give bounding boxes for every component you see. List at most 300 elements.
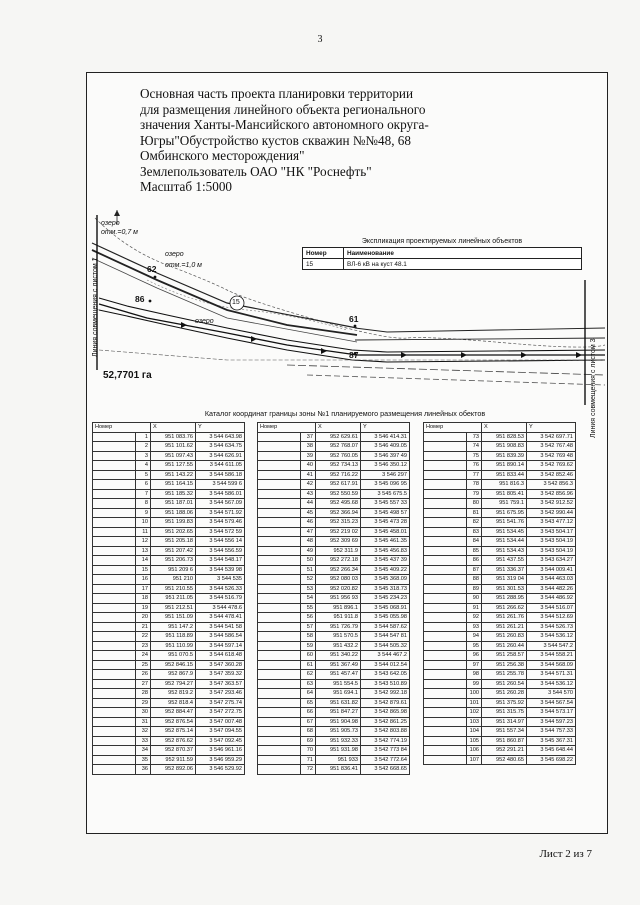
blank-cell bbox=[93, 518, 136, 528]
blank-cell bbox=[424, 480, 467, 490]
y-coordinate-cell: 3 544 012.54 bbox=[361, 660, 410, 670]
blank-cell bbox=[424, 575, 467, 585]
table-row bbox=[93, 537, 245, 547]
table-row bbox=[424, 537, 576, 547]
table-row bbox=[93, 755, 245, 765]
blank-cell bbox=[258, 527, 301, 537]
point-number-cell: 91 bbox=[467, 603, 482, 613]
lake-label: озеро bbox=[101, 220, 120, 227]
point-number-cell: 69 bbox=[301, 736, 316, 746]
table-row bbox=[93, 708, 245, 718]
blank-cell bbox=[424, 689, 467, 699]
point-number-cell: 16 bbox=[136, 575, 151, 585]
x-coordinate-cell: 952 818.4 bbox=[151, 698, 196, 708]
point-number-cell: 106 bbox=[467, 746, 482, 756]
point-number-cell: 4 bbox=[136, 461, 151, 471]
point-number-cell: 66 bbox=[301, 708, 316, 718]
y-coordinate-cell: 3 544 541 58 bbox=[196, 622, 245, 632]
table-row bbox=[424, 461, 576, 471]
x-coordinate-cell: 951 833.44 bbox=[482, 470, 527, 480]
blank-cell bbox=[258, 755, 301, 765]
blank-cell bbox=[258, 736, 301, 746]
x-coordinate-cell: 951 211.05 bbox=[151, 594, 196, 604]
table-row bbox=[424, 660, 576, 670]
blank-cell bbox=[93, 594, 136, 604]
x-coordinate-cell: 952 876.62 bbox=[151, 736, 196, 746]
point-number-cell: 45 bbox=[301, 508, 316, 518]
blank-cell bbox=[424, 518, 467, 528]
x-coordinate-cell: 951 437.55 bbox=[482, 556, 527, 566]
x-coordinate-cell: 952 480.65 bbox=[482, 755, 527, 765]
y-coordinate-cell: 3 544 757.33 bbox=[527, 727, 576, 737]
y-coordinate-cell: 3 547 360.28 bbox=[196, 660, 245, 670]
table-row bbox=[258, 689, 410, 699]
y-coordinate-cell: 3 546 529.92 bbox=[196, 765, 245, 775]
point-number-cell: 64 bbox=[301, 689, 316, 699]
table-row bbox=[93, 499, 245, 509]
x-coordinate-cell: 951 210 bbox=[151, 575, 196, 585]
y-coordinate-cell: 3 544 573.17 bbox=[527, 708, 576, 718]
blank-cell bbox=[258, 432, 301, 442]
x-coordinate-cell: 952 080 03 bbox=[316, 575, 361, 585]
table-row bbox=[93, 584, 245, 594]
blank-cell bbox=[93, 755, 136, 765]
point-number-cell: 29 bbox=[136, 698, 151, 708]
table-row bbox=[93, 442, 245, 452]
table-row bbox=[424, 622, 576, 632]
blank-cell bbox=[93, 727, 136, 737]
y-coordinate-cell: 3 542 852.46 bbox=[527, 470, 576, 480]
blank-cell bbox=[93, 660, 136, 670]
blank-cell bbox=[93, 632, 136, 642]
table-row bbox=[424, 613, 576, 623]
document-title bbox=[140, 86, 470, 195]
y-coordinate-cell: 3 546 297 bbox=[361, 470, 410, 480]
x-coordinate-cell: 951 847.27 bbox=[316, 708, 361, 718]
x-coordinate-cell: 951 206.73 bbox=[151, 556, 196, 566]
blank-cell bbox=[424, 632, 467, 642]
cell-name: ВЛ-6 кВ на куст 48.1 bbox=[344, 259, 582, 270]
point-number-cell: 46 bbox=[301, 518, 316, 528]
point-number-cell: 50 bbox=[301, 556, 316, 566]
blank-cell bbox=[93, 746, 136, 756]
point-number-cell: 62 bbox=[301, 670, 316, 680]
table-row bbox=[424, 708, 576, 718]
point-number-cell: 92 bbox=[467, 613, 482, 623]
x-coordinate-cell: 951 932.33 bbox=[316, 736, 361, 746]
table-row bbox=[424, 451, 576, 461]
x-coordinate-cell: 952 291.21 bbox=[482, 746, 527, 756]
blank-cell bbox=[424, 546, 467, 556]
table-row bbox=[424, 641, 576, 651]
point-number-cell: 42 bbox=[301, 480, 316, 490]
blank-cell bbox=[424, 670, 467, 680]
table-row bbox=[258, 622, 410, 632]
table-row bbox=[258, 651, 410, 661]
x-coordinate-cell: 951 432.2 bbox=[316, 641, 361, 651]
table-row bbox=[93, 736, 245, 746]
y-coordinate-cell: 3 545 409.22 bbox=[361, 565, 410, 575]
x-coordinate-cell: 951 260.83 bbox=[482, 632, 527, 642]
table-row bbox=[258, 746, 410, 756]
point-number-cell: 44 bbox=[301, 499, 316, 509]
blank-cell bbox=[424, 470, 467, 480]
blank-cell bbox=[93, 537, 136, 547]
y-coordinate-cell: 3 547 272.75 bbox=[196, 708, 245, 718]
y-coordinate-cell: 3 542 912.52 bbox=[527, 499, 576, 509]
table-row bbox=[424, 508, 576, 518]
blank-cell bbox=[424, 755, 467, 765]
y-coordinate-cell: 3 543 510.89 bbox=[361, 679, 410, 689]
x-coordinate-cell: 951 301.53 bbox=[482, 584, 527, 594]
x-coordinate-cell: 952 884.47 bbox=[151, 708, 196, 718]
y-coordinate-cell: 3 545 437 39 bbox=[361, 556, 410, 566]
y-coordinate-cell: 3 544 535 bbox=[196, 575, 245, 585]
x-coordinate-cell: 951 101.62 bbox=[151, 442, 196, 452]
table-row bbox=[258, 499, 410, 509]
point-number-cell: 87 bbox=[467, 565, 482, 575]
table-row bbox=[424, 698, 576, 708]
blank-cell bbox=[258, 698, 301, 708]
x-coordinate-cell: 951 261.76 bbox=[482, 613, 527, 623]
y-coordinate-cell: 3 545 318.73 bbox=[361, 584, 410, 594]
table-row bbox=[424, 755, 576, 765]
lake-label: озеро bbox=[195, 318, 214, 325]
x-coordinate-cell: 951 260.44 bbox=[482, 641, 527, 651]
point-number-cell: 30 bbox=[136, 708, 151, 718]
table-row bbox=[93, 461, 245, 471]
table-header-row bbox=[93, 423, 245, 433]
title-line: Основная часть проекта планировки территории bbox=[140, 86, 414, 101]
table-row bbox=[424, 518, 576, 528]
y-coordinate-cell: 3 543 634.27 bbox=[527, 556, 576, 566]
lake-level-label: отм.=1,0 м bbox=[165, 262, 202, 269]
point-number-cell: 23 bbox=[136, 641, 151, 651]
y-coordinate-cell: 3 542 774.19 bbox=[361, 736, 410, 746]
blank-cell bbox=[258, 670, 301, 680]
point-number-cell: 84 bbox=[467, 537, 482, 547]
y-coordinate-cell: 3 544 556.59 bbox=[196, 546, 245, 556]
x-coordinate-cell: 952 876.54 bbox=[151, 717, 196, 727]
blank-cell bbox=[424, 537, 467, 547]
point-number-cell: 67 bbox=[301, 717, 316, 727]
point-number-cell: 3 bbox=[136, 451, 151, 461]
y-coordinate-cell: 3 544 571.92 bbox=[196, 508, 245, 518]
y-coordinate-cell: 3 547 363.57 bbox=[196, 679, 245, 689]
point-number-cell: 7 bbox=[136, 489, 151, 499]
blank-cell bbox=[258, 594, 301, 604]
title-line: значения Ханты-Мансийского автономного округа- bbox=[140, 117, 429, 132]
point-number-cell: 26 bbox=[136, 670, 151, 680]
point-number-cell: 58 bbox=[301, 632, 316, 642]
y-coordinate-cell: 3 545 368.09 bbox=[361, 575, 410, 585]
table-row bbox=[424, 727, 576, 737]
blank-cell bbox=[424, 708, 467, 718]
x-coordinate-cell: 951 083.76 bbox=[151, 432, 196, 442]
blank-cell bbox=[258, 518, 301, 528]
point-number-cell: 90 bbox=[467, 594, 482, 604]
table-row bbox=[424, 689, 576, 699]
blank-cell bbox=[258, 442, 301, 452]
x-coordinate-cell: 951 199.83 bbox=[151, 518, 196, 528]
blank-cell bbox=[258, 565, 301, 575]
blank-cell bbox=[93, 546, 136, 556]
point-number-cell: 104 bbox=[467, 727, 482, 737]
x-coordinate-cell: 951 457.47 bbox=[316, 670, 361, 680]
point-number-cell: 12 bbox=[136, 537, 151, 547]
blank-cell bbox=[424, 622, 467, 632]
blank-cell bbox=[93, 670, 136, 680]
x-coordinate-cell: 951 336.37 bbox=[482, 565, 527, 575]
x-coordinate-cell: 951 143.22 bbox=[151, 470, 196, 480]
y-coordinate-cell: 3 544 587.62 bbox=[361, 622, 410, 632]
blank-cell bbox=[424, 746, 467, 756]
y-coordinate-cell: 3 546 397 49 bbox=[361, 451, 410, 461]
y-coordinate-cell: 3 544 567.54 bbox=[527, 698, 576, 708]
y-coordinate-cell: 3 542 769 48 bbox=[527, 451, 576, 461]
x-coordinate-cell: 951 534.45 bbox=[482, 527, 527, 537]
point-number-cell: 86 bbox=[467, 556, 482, 566]
y-coordinate-cell: 3 544 586.01 bbox=[196, 489, 245, 499]
table-row bbox=[93, 556, 245, 566]
y-coordinate-cell: 3 544 486.92 bbox=[527, 594, 576, 604]
blank-cell bbox=[424, 461, 467, 471]
y-coordinate-cell: 3 544 586.54 bbox=[196, 632, 245, 642]
y-coordinate-cell: 3 543 642.05 bbox=[361, 670, 410, 680]
coordinates-table-2 bbox=[257, 422, 410, 775]
y-coordinate-cell: 3 544 526.73 bbox=[527, 622, 576, 632]
y-coordinate-cell: 3 543 477.12 bbox=[527, 518, 576, 528]
blank-cell bbox=[424, 527, 467, 537]
table-row bbox=[424, 556, 576, 566]
y-coordinate-cell: 3 542 990.44 bbox=[527, 508, 576, 518]
point-number-cell: 60 bbox=[301, 651, 316, 661]
line-id-label: 15 bbox=[232, 299, 240, 306]
header-num: Номер bbox=[93, 423, 151, 433]
blank-cell bbox=[424, 442, 467, 452]
point-number-cell: 59 bbox=[301, 641, 316, 651]
x-coordinate-cell: 951 210.55 bbox=[151, 584, 196, 594]
y-coordinate-cell: 3 544 634.75 bbox=[196, 442, 245, 452]
point-label: 86 bbox=[135, 294, 145, 304]
point-number-cell: 63 bbox=[301, 679, 316, 689]
y-coordinate-cell: 3 544 463.03 bbox=[527, 575, 576, 585]
x-coordinate-cell: 952 272.18 bbox=[316, 556, 361, 566]
point-number-cell: 56 bbox=[301, 613, 316, 623]
table-row bbox=[93, 489, 245, 499]
explication-block bbox=[302, 238, 582, 270]
match-line-left-label: Линия совмещения с листом 1 bbox=[92, 257, 99, 357]
point-number-cell: 72 bbox=[301, 765, 316, 775]
blank-cell bbox=[424, 679, 467, 689]
x-coordinate-cell: 951 209 6 bbox=[151, 565, 196, 575]
point-label: 87 bbox=[349, 350, 359, 360]
x-coordinate-cell: 951 288.95 bbox=[482, 594, 527, 604]
y-coordinate-cell: 3 544 567.09 bbox=[196, 499, 245, 509]
x-coordinate-cell: 952 495.68 bbox=[316, 499, 361, 509]
table-row bbox=[258, 527, 410, 537]
table-row bbox=[93, 698, 245, 708]
point-number-cell: 40 bbox=[301, 461, 316, 471]
explication-title: Экспликация проектируемых линейных объектов bbox=[361, 238, 523, 245]
title-line: для размещения линейного объекта регионального bbox=[140, 101, 426, 117]
y-coordinate-cell: 3 545 675.5 bbox=[361, 489, 410, 499]
y-coordinate-cell: 3 547 359.32 bbox=[196, 670, 245, 680]
x-coordinate-cell: 951 904.98 bbox=[316, 717, 361, 727]
point-number-cell: 97 bbox=[467, 660, 482, 670]
table-row bbox=[258, 565, 410, 575]
table-row bbox=[93, 651, 245, 661]
x-coordinate-cell: 952 734.13 bbox=[316, 461, 361, 471]
x-coordinate-cell: 951 097.43 bbox=[151, 451, 196, 461]
table-row bbox=[258, 708, 410, 718]
table-row bbox=[424, 594, 576, 604]
table-row bbox=[303, 259, 582, 270]
x-coordinate-cell: 951 261.21 bbox=[482, 622, 527, 632]
table-row bbox=[258, 432, 410, 442]
y-coordinate-cell: 3 544 643.98 bbox=[196, 432, 245, 442]
point-number-cell: 13 bbox=[136, 546, 151, 556]
y-coordinate-cell: 3 544 547 81 bbox=[361, 632, 410, 642]
table-row bbox=[424, 499, 576, 509]
blank-cell bbox=[93, 575, 136, 585]
x-coordinate-cell: 951 828.53 bbox=[482, 432, 527, 442]
point-number-cell: 36 bbox=[136, 765, 151, 775]
blank-cell bbox=[424, 736, 467, 746]
blank-cell bbox=[258, 632, 301, 642]
blank-cell bbox=[93, 765, 136, 775]
table-row bbox=[424, 489, 576, 499]
point-number-cell: 32 bbox=[136, 727, 151, 737]
blank-cell bbox=[258, 613, 301, 623]
point-number-cell: 94 bbox=[467, 632, 482, 642]
x-coordinate-cell: 951 118.89 bbox=[151, 632, 196, 642]
page-number: 3 bbox=[317, 34, 323, 45]
table-row bbox=[93, 480, 245, 490]
blank-cell bbox=[258, 689, 301, 699]
table-row bbox=[424, 546, 576, 556]
x-coordinate-cell: 951 314.97 bbox=[482, 717, 527, 727]
y-coordinate-cell: 3 545 068.91 bbox=[361, 603, 410, 613]
y-coordinate-cell: 3 544 599 6 bbox=[196, 480, 245, 490]
x-coordinate-cell: 952 219 02 bbox=[316, 527, 361, 537]
x-coordinate-cell: 951 694.1 bbox=[316, 689, 361, 699]
table-row bbox=[93, 527, 245, 537]
point-label: 61 bbox=[349, 314, 359, 324]
blank-cell bbox=[424, 565, 467, 575]
table-row bbox=[93, 575, 245, 585]
x-coordinate-cell: 951 816.3 bbox=[482, 480, 527, 490]
table-row bbox=[424, 717, 576, 727]
table-header-row bbox=[258, 423, 410, 433]
y-coordinate-cell: 3 547 094.55 bbox=[196, 727, 245, 737]
point-number-cell: 57 bbox=[301, 622, 316, 632]
blank-cell bbox=[93, 641, 136, 651]
x-coordinate-cell: 951 836.41 bbox=[316, 765, 361, 775]
x-coordinate-cell: 951 110.99 bbox=[151, 641, 196, 651]
point-number-cell: 98 bbox=[467, 670, 482, 680]
blank-cell bbox=[258, 641, 301, 651]
point-number-cell: 53 bbox=[301, 584, 316, 594]
blank-cell bbox=[93, 442, 136, 452]
point-number-cell: 19 bbox=[136, 603, 151, 613]
x-coordinate-cell: 951 933 bbox=[316, 755, 361, 765]
y-coordinate-cell: 3 543 504.17 bbox=[527, 527, 576, 537]
point-number-cell: 6 bbox=[136, 480, 151, 490]
blank-cell bbox=[424, 698, 467, 708]
table-row bbox=[93, 432, 245, 442]
table-row bbox=[424, 470, 576, 480]
x-coordinate-cell: 951 554.5 bbox=[316, 679, 361, 689]
table-row bbox=[93, 746, 245, 756]
table-row bbox=[424, 603, 576, 613]
y-coordinate-cell: 3 546 961.16 bbox=[196, 746, 245, 756]
table-row bbox=[258, 442, 410, 452]
table-row bbox=[424, 442, 576, 452]
table-row bbox=[93, 641, 245, 651]
x-coordinate-cell: 951 759.1 bbox=[482, 499, 527, 509]
table-row bbox=[258, 670, 410, 680]
point-number-cell: 2 bbox=[136, 442, 151, 452]
point-number-cell: 28 bbox=[136, 689, 151, 699]
point-number-cell: 103 bbox=[467, 717, 482, 727]
y-coordinate-cell: 3 544 467.2 bbox=[361, 651, 410, 661]
point-number-cell: 54 bbox=[301, 594, 316, 604]
x-coordinate-cell: 952 870.37 bbox=[151, 746, 196, 756]
x-coordinate-cell: 951 541.76 bbox=[482, 518, 527, 528]
blank-cell bbox=[93, 689, 136, 699]
x-coordinate-cell: 951 931.98 bbox=[316, 746, 361, 756]
blank-cell bbox=[258, 575, 301, 585]
point-number-cell: 31 bbox=[136, 717, 151, 727]
header-name: Наименование bbox=[344, 248, 582, 259]
x-coordinate-cell: 951 258.57 bbox=[482, 651, 527, 661]
x-coordinate-cell: 951 207.42 bbox=[151, 546, 196, 556]
y-coordinate-cell: 3 545 096 95 bbox=[361, 480, 410, 490]
point-number-cell: 1 bbox=[136, 432, 151, 442]
y-coordinate-cell: 3 546 959.29 bbox=[196, 755, 245, 765]
point-number-cell: 39 bbox=[301, 451, 316, 461]
point-number-cell: 22 bbox=[136, 632, 151, 642]
table-row bbox=[258, 717, 410, 727]
y-coordinate-cell: 3 544 547.2 bbox=[527, 641, 576, 651]
y-coordinate-cell: 3 543 504.19 bbox=[527, 546, 576, 556]
blank-cell bbox=[258, 765, 301, 775]
point-number-cell: 99 bbox=[467, 679, 482, 689]
point-number-cell: 9 bbox=[136, 508, 151, 518]
title-line: Землепользователь ОАО "НК "Роснефть" bbox=[140, 163, 372, 179]
point-number-cell: 14 bbox=[136, 556, 151, 566]
blank-cell bbox=[93, 556, 136, 566]
point-number-cell: 101 bbox=[467, 698, 482, 708]
table-row bbox=[93, 679, 245, 689]
point-number-cell: 17 bbox=[136, 584, 151, 594]
blank-cell bbox=[258, 480, 301, 490]
x-coordinate-cell: 951 805.41 bbox=[482, 489, 527, 499]
y-coordinate-cell: 3 547 293.46 bbox=[196, 689, 245, 699]
blank-cell bbox=[258, 556, 301, 566]
table-row bbox=[424, 651, 576, 661]
coordinates-table-1 bbox=[92, 422, 245, 775]
y-coordinate-cell: 3 542 769.62 bbox=[527, 461, 576, 471]
y-coordinate-cell: 3 547 092.45 bbox=[196, 736, 245, 746]
point-number-cell: 11 bbox=[136, 527, 151, 537]
x-coordinate-cell: 951 212.51 bbox=[151, 603, 196, 613]
table-row bbox=[258, 575, 410, 585]
header-x: X bbox=[316, 423, 361, 433]
point-number-cell: 78 bbox=[467, 480, 482, 490]
point-number-cell: 80 bbox=[467, 499, 482, 509]
